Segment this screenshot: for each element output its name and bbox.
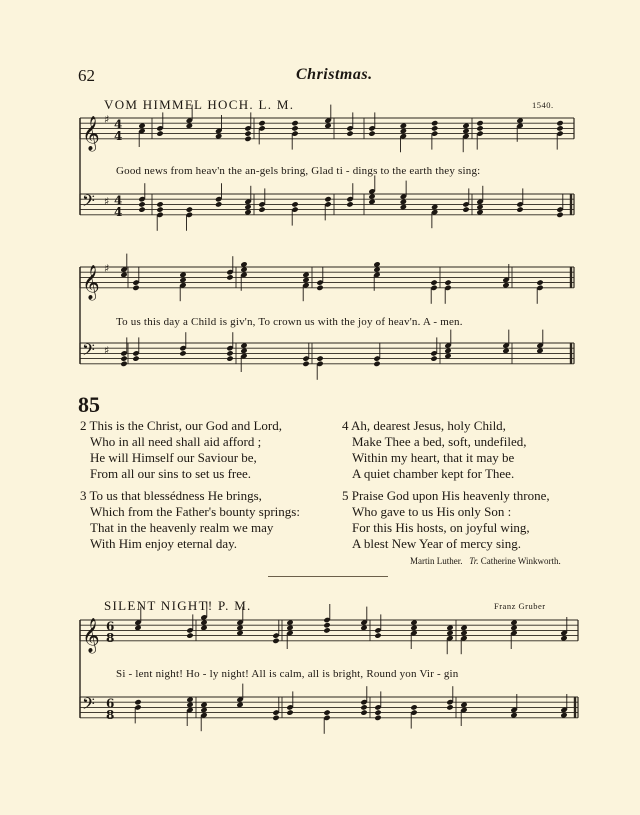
verse-line: 2 This is the Christ, our God and Lord, (80, 418, 282, 433)
svg-text:♯: ♯ (104, 262, 110, 275)
verse-line: A quiet chamber kept for Thee. (352, 466, 515, 481)
verse-line: Which from the Father's bounty springs: (90, 504, 300, 519)
page-number: 62 (78, 66, 95, 85)
composer: Franz Gruber (494, 601, 546, 611)
svg-text:4: 4 (114, 204, 123, 219)
tune-title-vom-himmel-hoch: VOM HIMMEL HOCH. L. M. (104, 97, 295, 112)
svg-text:4: 4 (114, 128, 123, 143)
lyric-line-3: Si - lent night! Ho - ly night! All is calm, all is bright, Round yon Vir - gin (116, 668, 459, 680)
svg-text:♯: ♯ (104, 113, 110, 126)
svg-text:4: 4 (114, 193, 123, 208)
verse-5 (342, 488, 550, 552)
verse-line: He will Himself our Saviour be, (90, 450, 257, 465)
svg-text:4: 4 (114, 117, 123, 132)
verse-line: With Him enjoy eternal day. (90, 536, 238, 551)
running-head: Christmas. (296, 66, 373, 83)
svg-text:8: 8 (106, 630, 115, 645)
verse-line: That in the heavenly realm we may (90, 520, 274, 535)
svg-text:♯: ♯ (104, 195, 110, 208)
verse-line: A blest New Year of mercy sing. (352, 536, 521, 551)
verse-line: Within my heart, that it may be (352, 450, 515, 465)
verse-3 (80, 488, 300, 552)
svg-text:𝄞: 𝄞 (82, 264, 100, 300)
svg-text:6: 6 (106, 619, 115, 634)
section-divider (268, 576, 388, 577)
svg-text:𝄞: 𝄞 (82, 617, 100, 653)
svg-text:𝄢: 𝄢 (82, 339, 95, 364)
verse-line: Make Thee a bed, soft, undefiled, (352, 434, 527, 449)
author: Martin Luther. (410, 556, 463, 566)
svg-text:6: 6 (106, 696, 115, 711)
verse-line: 3 To us that blessédness He brings, (80, 488, 262, 503)
verse-line: Who gave to us His only Son : (352, 504, 512, 519)
verse-2 (80, 418, 282, 482)
svg-text:𝄢: 𝄢 (82, 693, 95, 718)
verse-line: For this His hosts, on joyful wing, (352, 520, 530, 535)
hymn-number: 85 (78, 392, 100, 417)
verse-line: From all our sins to set us free. (90, 466, 252, 481)
verse-line: 5 Praise God upon His heavenly throne, (342, 488, 550, 503)
tune-title-silent-night: SILENT NIGHT! P. M. (104, 598, 252, 613)
lyric-line-2: To us this day a Child is giv'n, To crown us with the joy of heav'n. A - men. (116, 316, 463, 328)
lyric-line-1: Good news from heav'n the an-gels bring, Glad ti - dings to the earth they sing: (116, 165, 481, 177)
translator-abbrev: Tr. (469, 556, 479, 566)
tune-year: 1540. (532, 100, 554, 110)
attribution (410, 556, 561, 566)
verse-line: 4 Ah, dearest Jesus, holy Child, (342, 418, 506, 433)
svg-text:𝄢: 𝄢 (82, 190, 95, 215)
svg-text:8: 8 (106, 707, 115, 722)
verse-line: Who in all need shall aid afford ; (90, 434, 262, 449)
svg-text:𝄞: 𝄞 (82, 115, 100, 151)
translator: Catherine Winkworth. (480, 556, 561, 566)
verse-4 (342, 418, 526, 482)
svg-text:♯: ♯ (104, 344, 110, 357)
